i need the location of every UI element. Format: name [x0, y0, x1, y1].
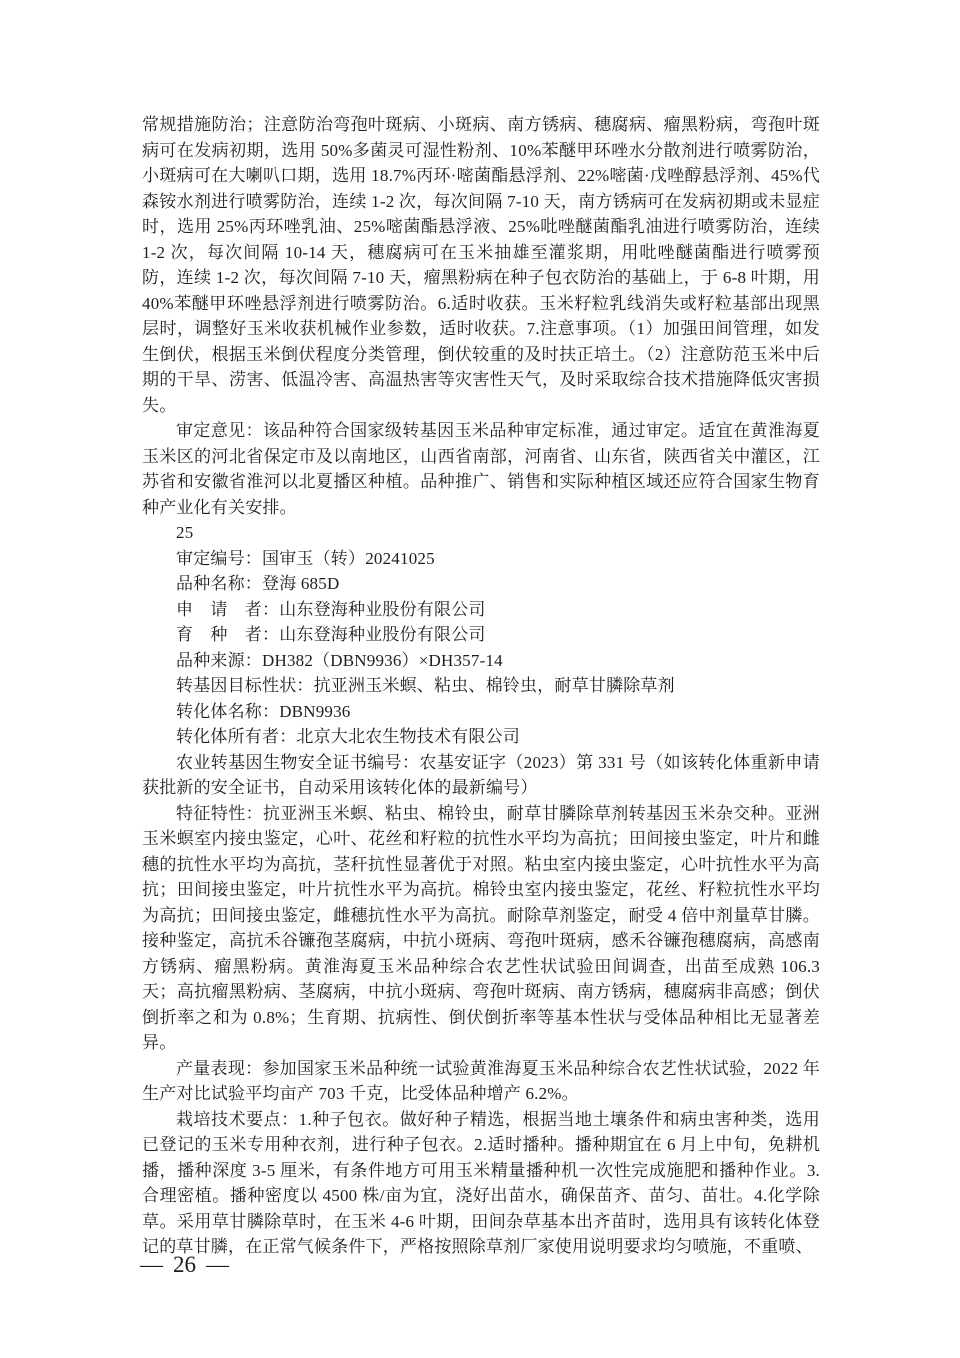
field-event-owner: 转化体所有者：北京大北农生物技术有限公司: [176, 727, 520, 746]
paragraph-cultivation-techniques: 栽培技术要点：1.种子包衣。做好种子精选，根据当地土壤条件和病虫害种类，选用已登记的玉米专用种衣剂，进行种子包衣。2.适时播种。播种期宜在 6 月上中旬，免耕机播，播种深度 3-5 厘米，有条件地方可用玉米精量播种机一次性完成施肥和播种作业。3.合理密植。播种密度以 4500 株/亩为宜，浇好出苗水，确保苗齐、苗匀、苗壮。4.化学除草。采用草甘膦除草时，在玉米 4-6 叶期，田间杂草基本出齐苗时，选用具有该转化体登记的草甘膦，在正常气候条件下，严格按照除草剂厂家使用说明要求均匀喷施，不重喷、: [142, 1109, 820, 1256]
field-safety-certificate: 农业转基因生物安全证书编号：农基安证字（2023）第 331 号（如该转化体重新申请获批新的安全证书，自动采用该转化体的最新编号）: [142, 752, 820, 797]
field-breeder: 育 种 者：山东登海种业股份有限公司: [176, 625, 486, 644]
field-approval-id: 审定编号：国审玉（转）20241025: [176, 548, 435, 568]
field-variety-name: 品种名称：登海 685D: [176, 574, 340, 593]
paragraph-disease-control-continuation: 常规措施防治；注意防治弯孢叶斑病、小斑病、南方锈病、穗腐病、瘤黑粉病，弯孢叶斑病可在发病初期，选用 50%多菌灵可湿性粉剂、10%苯醚甲环唑水分散剂进行喷雾防治，小斑病可在大喇叭口期，选用 18.7%丙环·嘧菌酯悬浮剂、22%嘧菌·戊唑醇悬浮剂、45%代森铵水剂进行喷雾防治，连续 1-2 次，每次间隔 7-10 天，南方锈病可在发病初期或未显症时，选用 25%丙环唑乳油、25%嘧菌酯悬浮液、25%吡唑醚菌酯乳油进行喷雾防治，连续 1-2 次，每次间隔 10-14 天，穗腐病可在玉米抽雄至灌浆期，用吡唑醚菌酯进行喷雾预防，连续 1-2 次，每次间隔 7-10 天，瘤黑粉病在种子包衣防治的基础上，于 6-8 叶期，用 40%苯醚甲环唑悬浮剂进行喷雾防治。6.适时收获。玉米籽粒乳线消失或籽粒基部出现黑层时，调整好玉米收获机械作业参数，适时收获。7.注意事项。（1）加强田间管理，如发生倒伏，根据玉米倒伏程度分类管理，倒伏较重的及时扶正培土。（2）注意防范玉米中后期的干旱、涝害、低温冷害、高温热害等灾害性天气，及时采取综合技术措施降低灾害损失。: [142, 115, 820, 415]
paragraph-yield-performance: 产量表现：参加国家玉米品种统一试验黄淮海夏玉米品种综合农艺性状试验，2022 年生产对比试验平均亩产 703 千克，比受体品种增产 6.2%。: [142, 1058, 820, 1103]
document-body: [142, 112, 820, 1260]
paragraph-approval-opinion: 审定意见：该品种符合国家级转基因玉米品种审定标准，通过审定。适宜在黄淮海夏玉米区的河北省保定市及以南地区，山西省南部，河南省、山东省，陕西省关中灌区，江苏省和安徽省淮河以北夏播区种植。品种推广、销售和实际种植区域还应符合国家生物育种产业化有关安排。: [142, 421, 820, 517]
field-event-name: 转化体名称：DBN9936: [176, 701, 351, 721]
field-applicant: 申 请 者：山东登海种业股份有限公司: [176, 599, 486, 619]
entry-number: 25: [176, 523, 194, 542]
page-number: 26: [173, 1252, 196, 1277]
field-variety-origin: 品种来源：DH382（DBN9936）×DH357-14: [176, 650, 503, 670]
field-gm-target-traits: 转基因目标性状：抗亚洲玉米螟、粘虫、棉铃虫，耐草甘膦除草剂: [176, 676, 675, 695]
footer-left-dash: —: [140, 1252, 163, 1277]
footer-right-dash: —: [206, 1252, 229, 1277]
paragraph-characteristics: 特征特性：抗亚洲玉米螟、粘虫、棉铃虫，耐草甘膦除草剂转基因玉米杂交种。亚洲玉米螟室内接虫鉴定，心叶、花丝和籽粒的抗性水平均为高抗；田间接虫鉴定，叶片和雌穗的抗性水平均为高抗，茎秆抗性显著优于对照。粘虫室内接虫鉴定，心叶抗性水平为高抗；田间接虫鉴定，叶片抗性水平为高抗。棉铃虫室内接虫鉴定，花丝、籽粒抗性水平均为高抗；田间接虫鉴定，雌穗抗性水平为高抗。耐除草剂鉴定，耐受 4 倍中剂量草甘膦。接种鉴定，高抗禾谷镰孢茎腐病，中抗小斑病、弯孢叶斑病，感禾谷镰孢穗腐病，高感南方锈病、瘤黑粉病。黄淮海夏玉米品种综合农艺性状试验田间调查，出苗至成熟 106.3 天；高抗瘤黑粉病、茎腐病，中抗小斑病、弯孢叶斑病、南方锈病，穗腐病非高感；倒伏倒折率之和为 0.8%；生育期、抗病性、倒伏倒折率等基本性状与受体品种相比无显著差异。: [142, 803, 820, 1052]
page-footer: [130, 1250, 239, 1280]
